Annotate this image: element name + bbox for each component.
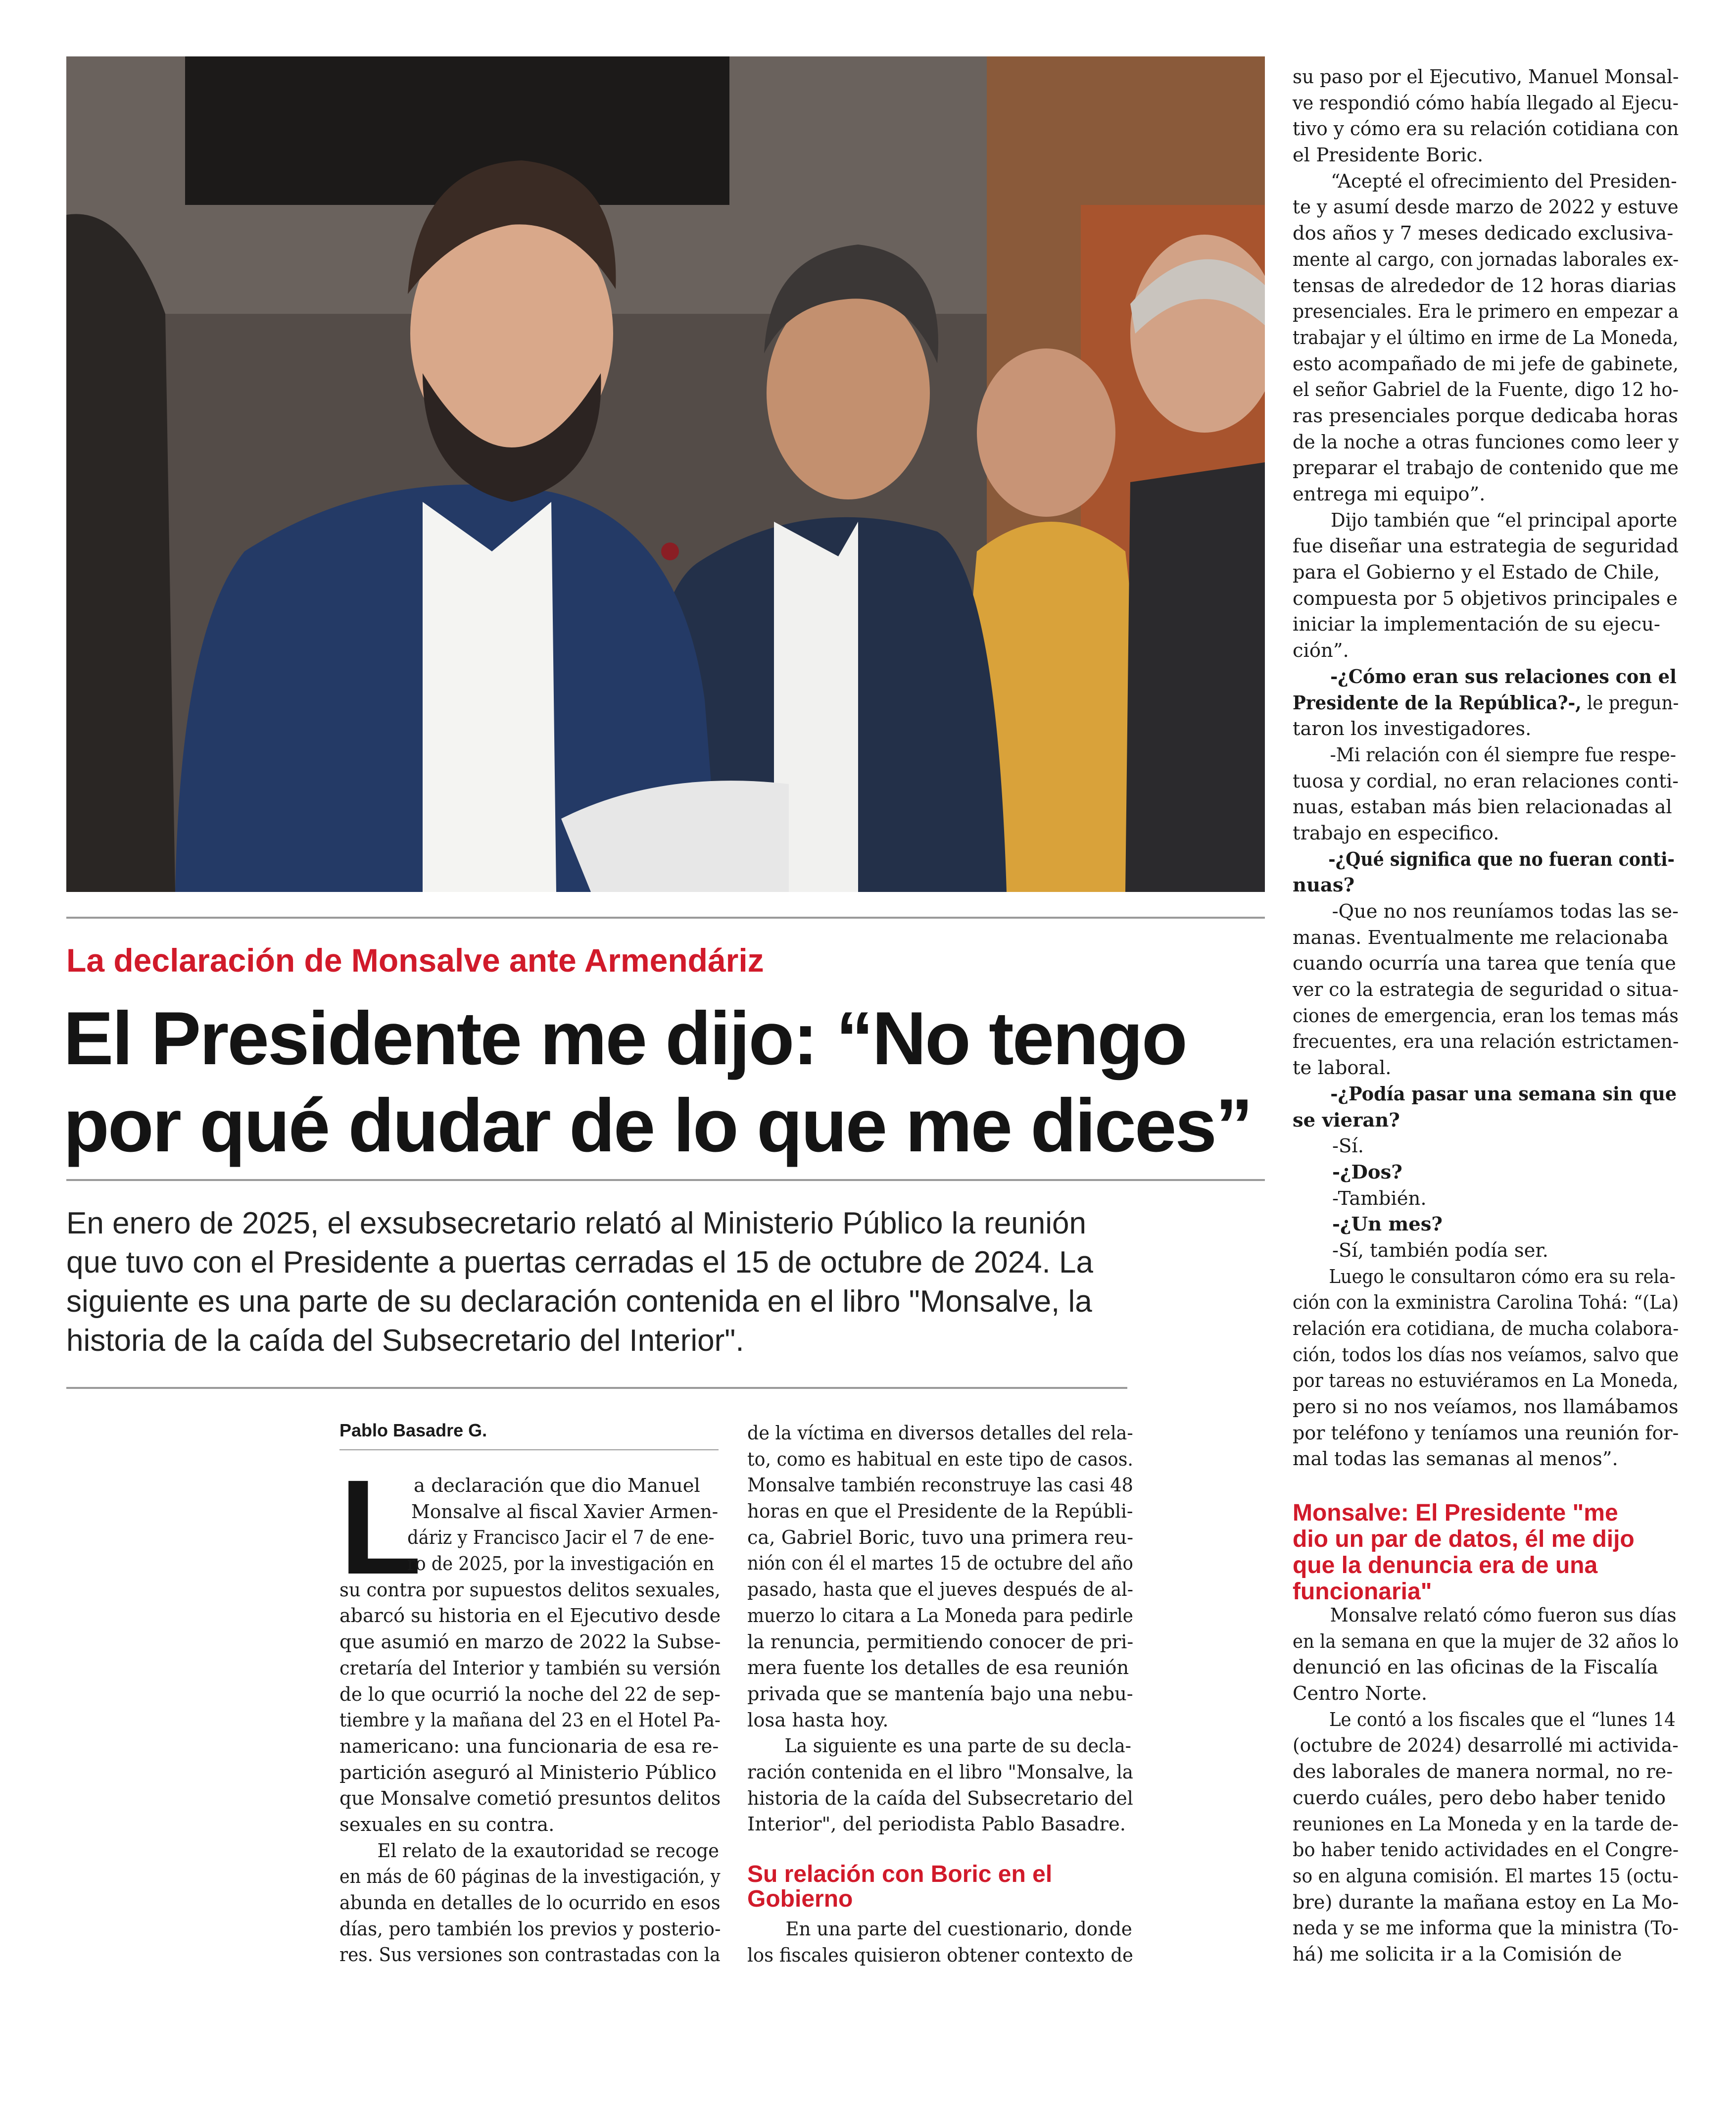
text-line: en más de 60 páginas de la investigación, y <box>339 1866 721 1888</box>
text-line: pero si no nos veíamos, nos llamábamos <box>1293 1396 1679 1419</box>
text-line: La siguiente es una parte de su decla- <box>784 1735 1131 1758</box>
photo-boric-monsalve-icon <box>66 56 1265 892</box>
column-2 <box>747 1421 1133 1838</box>
text-line: neda y se me informa que la ministra (To- <box>1293 1917 1679 1940</box>
question: -¿Podía pasar una semana sin que <box>1330 1083 1677 1105</box>
text-line: historia de la caída del Subsecretario del <box>747 1787 1133 1810</box>
text-line: la renuncia, permitiendo conocer de pri- <box>747 1630 1134 1653</box>
text-line: tensas de alrededor de 12 horas diarias <box>1293 274 1677 297</box>
text-line: muerzo lo citara a La Moneda para pedirle <box>747 1604 1133 1627</box>
text-line: compuesta por 5 objetivos principales e <box>1293 587 1678 610</box>
text-line: -Que no nos reuníamos todas las se- <box>1332 900 1679 923</box>
text-line: partición aseguró al Ministerio Público <box>339 1761 717 1784</box>
text-line: ro de 2025, por la investigación en <box>407 1553 715 1576</box>
text-line: Monsalve también reconstruye las casi 48 <box>747 1474 1133 1497</box>
text-line: mal todas las semanas al menos”. <box>1293 1448 1618 1471</box>
text-line: días, pero también los previos y posterio- <box>339 1918 721 1940</box>
text-line: bo haber tenido actividades en el Congre- <box>1293 1839 1679 1862</box>
question: nuas? <box>1293 874 1355 897</box>
text-line: taron los investigadores. <box>1293 718 1532 740</box>
text-line: -Mi relación con él siempre fue respe- <box>1330 743 1677 766</box>
text-line: El relato de la exautoridad se recoge <box>377 1839 719 1862</box>
question: -¿Cómo eran sus relaciones con el <box>1330 665 1677 688</box>
column-3-continued <box>1293 1603 1679 1968</box>
text-line: -Sí, también podía ser. <box>1332 1239 1548 1262</box>
text-line: Luego le consultaron cómo era su rela- <box>1329 1265 1676 1288</box>
rule-under-lead <box>66 1387 1127 1389</box>
text-line: sexuales en su contra. <box>339 1813 555 1836</box>
text-line: abunda en detalles de lo ocurrido en esos <box>339 1892 721 1914</box>
text-line: cretaría del Interior y también su versión <box>339 1657 721 1679</box>
text-line: el señor Gabriel de la Fuente, digo 12 ho- <box>1293 379 1679 401</box>
text-line: relación era cotidiana, de mucha colabora- <box>1293 1318 1679 1340</box>
text-line: nión con él el martes 15 de octubre del año <box>747 1552 1133 1575</box>
text-line: Dijo también que “el principal aporte <box>1331 509 1678 532</box>
text-line <box>1293 664 1677 690</box>
lead-line: que tuvo con el Presidente a puertas cerradas el 15 de octubre de 2024. La <box>66 1245 1093 1280</box>
text-line: por teléfono y teníamos una reunión for- <box>1293 1422 1679 1444</box>
headline-line: por qué dudar de lo que me dices” <box>63 1084 1252 1168</box>
rule-under-byline <box>339 1449 719 1450</box>
subhead-line: funcionaria" <box>1293 1578 1432 1605</box>
text-line: losa hasta hoy. <box>747 1709 889 1731</box>
text-line: tiembre y la mañana del 23 en el Hotel Pa- <box>339 1709 721 1732</box>
text-line: so en alguna comisión. El martes 15 (octu- <box>1293 1865 1679 1887</box>
text-line: su contra por supuestos delitos sexuales, <box>339 1578 721 1601</box>
text-line: te y asumí desde marzo de 2022 y estuve <box>1293 196 1679 219</box>
text-line: res. Sus versiones son contrastadas con la <box>339 1944 721 1967</box>
subhead-line: Monsalve: El Presidente "me <box>1293 1500 1618 1526</box>
text-line: te laboral. <box>1293 1057 1392 1080</box>
text-line: horas en que el Presidente de la Repúbli- <box>747 1500 1133 1523</box>
text-line: mera fuente los detalles de esa reunión <box>747 1657 1129 1679</box>
text-line: presenciales. Era le primero en empezar a <box>1293 300 1679 323</box>
text-line: ras presenciales porque dedicaba horas <box>1293 404 1678 427</box>
text-line: tivo y cómo era su relación cotidiana con <box>1293 118 1679 141</box>
column-2-continued <box>747 1917 1133 1969</box>
text-line <box>1293 1212 1679 1238</box>
subhead-line: que la denuncia era de una <box>1293 1552 1598 1578</box>
text-line: ciones de emergencia, eran los temas más <box>1293 1004 1679 1027</box>
text-line: abarcó su historia en el Ejecutivo desde <box>339 1605 721 1627</box>
text-line: los fiscales quisieron obtener contexto de <box>747 1944 1133 1967</box>
text-line: a declaración que dio Manuel <box>414 1475 700 1497</box>
text-line: denunció en las oficinas de la Fiscalía <box>1293 1656 1658 1679</box>
text-line: “Acepté el ofrecimiento del Presiden- <box>1331 170 1677 193</box>
text-line: iniciar la implementación de su ejecu- <box>1293 613 1660 636</box>
question: -¿Dos? <box>1332 1161 1402 1183</box>
question: Presidente de la República?-, <box>1293 691 1582 714</box>
text-line <box>1293 690 1679 717</box>
text-line: frecuentes, era una relación estrictamen- <box>1293 1031 1679 1053</box>
text-line: que Monsalve cometió presuntos delitos <box>339 1787 721 1810</box>
text-line: namericano: una funcionaria de esa re- <box>339 1735 719 1758</box>
lead-line: En enero de 2025, el exsubsecretario relató al Ministerio Público la reunión <box>66 1206 1086 1240</box>
lead-line: historia de la caída del Subsecretario del Interior". <box>66 1324 744 1358</box>
text-line: preparar el trabajo de contenido que me <box>1293 457 1679 480</box>
text-line: esto acompañado de mi jefe de gabinete, <box>1293 352 1679 375</box>
question: -¿Qué significa que no fueran conti- <box>1328 848 1675 871</box>
text-line: de la víctima en diversos detalles del rela- <box>747 1422 1133 1444</box>
column-3 <box>1293 64 1679 1473</box>
text-line: ver co la estrategia de seguridad o situa- <box>1293 979 1679 1001</box>
text-line: tuosa y cordial, no eran relaciones conti- <box>1293 770 1679 792</box>
text-line <box>1293 847 1675 873</box>
subhead-relacion-boric <box>747 1862 1052 1912</box>
kicker: La declaración de Monsalve ante Armendáriz <box>66 942 764 979</box>
text-line: bre) durante la mañana estoy en La Mo- <box>1293 1891 1679 1914</box>
text-line: su paso por el Ejecutivo, Manuel Monsal- <box>1293 66 1679 88</box>
text-line: nuas, estaban más bien relacionadas al <box>1293 796 1672 819</box>
text-line <box>1293 1160 1679 1186</box>
rule-under-headline <box>66 1179 1265 1181</box>
text-line: manas. Eventualmente me relacionaba <box>1293 926 1669 949</box>
text-line: en la semana en que la mujer de 32 años lo <box>1293 1630 1679 1653</box>
text-line: há) me solicita ir a la Comisión de <box>1293 1943 1622 1966</box>
text-line <box>1293 1082 1677 1108</box>
text-line: cuando ocurría una tarea que tenía que <box>1293 952 1676 975</box>
text-line: Le contó a los fiscales que el “lunes 14 <box>1329 1708 1676 1731</box>
text-line: ca, Gabriel Boric, tuvo una primera reu- <box>747 1526 1134 1549</box>
text-line: el Presidente Boric. <box>1293 144 1484 167</box>
subhead-monsalve-datos <box>1293 1500 1635 1605</box>
text-line: trabajo en especifico. <box>1293 822 1499 844</box>
lead-paragraph <box>66 1204 1135 1360</box>
text-line: Monsalve relató cómo fueron sus días <box>1330 1604 1677 1626</box>
text-fragment: le pregun- <box>1581 691 1679 714</box>
column-1 <box>339 1452 721 1969</box>
text-line: -También. <box>1332 1187 1427 1210</box>
text-line: dos años y 7 meses dedicado exclusiva- <box>1293 222 1674 245</box>
text-line: ción con la exministra Carolina Tohá: “(La) <box>1293 1291 1679 1314</box>
text-line: mente al cargo, con jornadas laborales ex- <box>1293 248 1679 271</box>
text-line: que asumió en marzo de 2022 la Subse- <box>339 1631 721 1654</box>
text-line: ración contenida en el libro "Monsalve, la <box>747 1761 1133 1783</box>
text-line: privada que se mantenía bajo una nebu- <box>747 1682 1133 1705</box>
text-line: En una parte del cuestionario, donde <box>785 1918 1132 1940</box>
text-line: ción”. <box>1293 640 1349 662</box>
text-line: ve respondió cómo había llegado al Ejecu- <box>1293 92 1679 114</box>
lead-line: siguiente es una parte de su declaración contenida en el libro "Monsalve, la <box>66 1284 1092 1319</box>
text-line: (octubre de 2024) desarrollé mi activida- <box>1293 1734 1679 1757</box>
text-line: por tareas no estuviéramos en La Moneda, <box>1293 1370 1679 1392</box>
text-line <box>1293 873 1679 899</box>
text-line: to, como es habitual en este tipo de casos. <box>747 1448 1133 1471</box>
rule-under-photo <box>66 917 1265 919</box>
text-line: ción, todos los días nos veíamos, salvo que <box>1293 1343 1679 1366</box>
dropcap: L <box>339 1452 422 1602</box>
text-line: Monsalve al fiscal Xavier Armen- <box>411 1500 719 1523</box>
text-line: de lo que ocurrió la noche del 22 de sep- <box>339 1683 721 1706</box>
text-line: Interior", del periodista Pablo Basadre. <box>747 1813 1126 1836</box>
text-line: pasado, hasta que el jueves después de al- <box>747 1578 1133 1601</box>
byline: Pablo Basadre G. <box>339 1420 487 1440</box>
text-line: fue diseñar una estrategia de seguridad <box>1293 535 1679 558</box>
text-line: dáriz y Francisco Jacir el 7 de ene- <box>407 1527 715 1549</box>
text-line: Centro Norte. <box>1293 1682 1428 1705</box>
article-photo <box>66 56 1265 892</box>
subhead-line: Gobierno <box>747 1886 853 1912</box>
subhead-line: Su relación con Boric en el <box>747 1861 1053 1887</box>
text-line: des laborales de manera normal, no re- <box>1293 1761 1673 1783</box>
text-line: cuerdo cuáles, pero debo haber tenido <box>1293 1786 1666 1809</box>
text-line: trabajar y el último en irme de La Moneda, <box>1293 326 1679 349</box>
text-line: de la noche a otras funciones como leer y <box>1293 431 1679 453</box>
text-line: entrega mi equipo”. <box>1293 483 1486 505</box>
text-line: para el Gobierno y el Estado de Chile, <box>1293 561 1660 584</box>
text-line: reuniones en La Moneda y en la tarde de- <box>1293 1813 1679 1835</box>
text-line <box>1293 1108 1679 1134</box>
question: -¿Un mes? <box>1332 1213 1443 1236</box>
subhead-line: dio un par de datos, él me dijo <box>1293 1526 1635 1552</box>
question: se vieran? <box>1293 1109 1400 1132</box>
text-line: -Sí. <box>1332 1135 1364 1158</box>
headline <box>63 995 1261 1169</box>
headline-line: El Presidente me dijo: “No tengo <box>63 996 1186 1081</box>
